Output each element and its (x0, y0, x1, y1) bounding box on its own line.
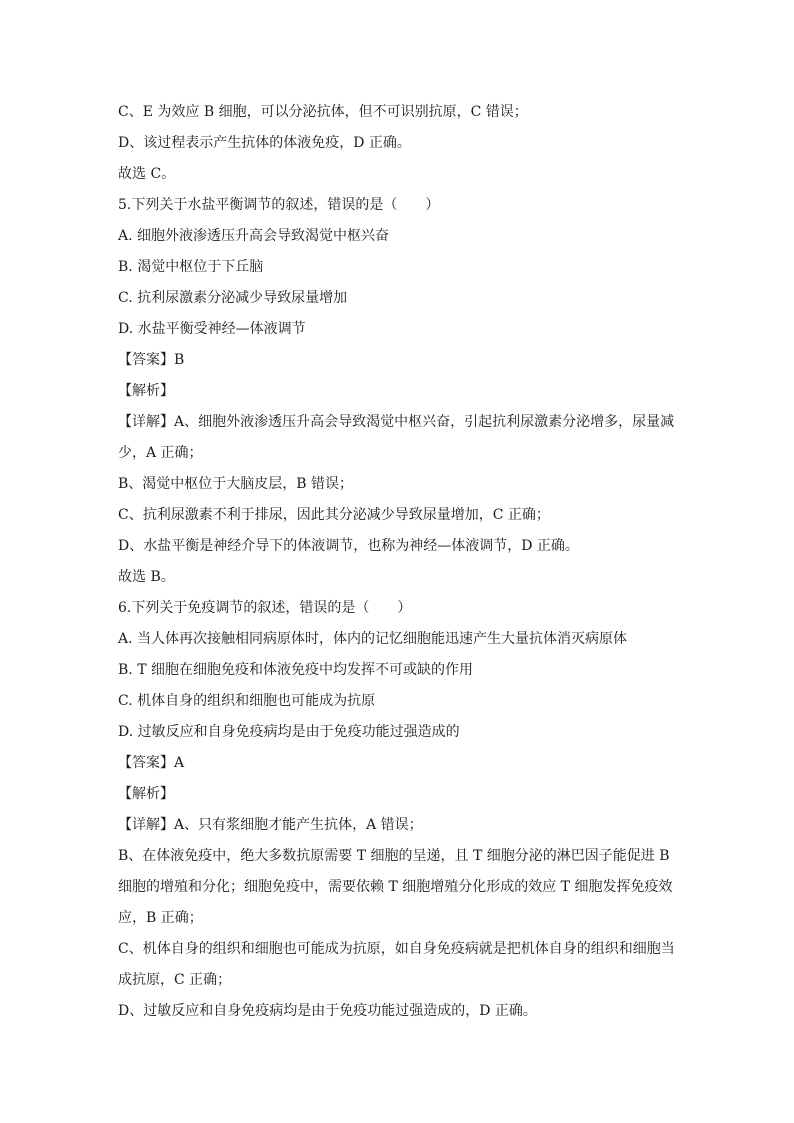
question-5-stem: 5.下列关于水盐平衡调节的叙述，错误的是（ ） (118, 197, 440, 213)
question-6-option-c: C. 机体自身的组织和细胞也可能成为抗原 (118, 693, 376, 709)
text-line: 细胞的增殖和分化；细胞免疫中，需要依赖 T 细胞增殖分化形成的效应 T 细胞发挥免疫效 (118, 879, 673, 895)
question-6-stem: 6.下列关于免疫调节的叙述，错误的是（ ） (118, 600, 412, 616)
text-line: C、机体自身的组织和细胞也可能成为抗原，如自身免疫病就是把机体自身的组织和细胞当 (118, 941, 675, 957)
answer-label: 【答案】A (118, 755, 185, 771)
answer-label: 【答案】B (118, 352, 185, 368)
question-6-option-a: A. 当人体再次接触相同病原体时，体内的记忆细胞能迅速产生大量抗体消灭病原体 (118, 631, 628, 647)
text-line: 故选 C。 (118, 166, 176, 182)
text-line: B、在体液免疫中，绝大多数抗原需要 T 细胞的呈递，且 T 细胞分泌的淋巴因子能促进 B (118, 848, 670, 864)
text-line: 故选 B。 (118, 569, 175, 585)
text-line: 少，A 正确； (118, 445, 203, 461)
text-line: B、渴觉中枢位于大脑皮层，B 错误； (118, 476, 354, 492)
question-6-option-b: B. T 细胞在细胞免疫和体液免疫中均发挥不可或缺的作用 (118, 662, 473, 678)
analysis-label: 【解析】 (118, 383, 174, 399)
text-line: 成抗原，C 正确； (118, 972, 232, 988)
text-line: 【详解】A、只有浆细胞才能产生抗体，A 错误； (118, 817, 423, 833)
text-line: D、该过程表示产生抗体的体液免疫，D 正确。 (118, 135, 411, 151)
question-5-option-c: C. 抗利尿激素分泌减少导致尿量增加 (118, 290, 348, 306)
text-line: 【详解】A、细胞外液渗透压升高会导致渴觉中枢兴奋，引起抗利尿激素分泌增多，尿量减 (118, 414, 675, 430)
text-line: C、E 为效应 B 细胞，可以分泌抗体，但不可识别抗原，C 错误； (118, 104, 528, 120)
question-6-option-d: D. 过敏反应和自身免疫病均是由于免疫功能过强造成的 (118, 724, 460, 740)
question-5-option-d: D. 水盐平衡受神经—体液调节 (118, 321, 306, 337)
text-line: C、抗利尿激素不利于排尿，因此其分泌减少导致尿量增加，C 正确； (118, 507, 550, 523)
analysis-label: 【解析】 (118, 786, 174, 802)
text-line: D、过敏反应和自身免疫病均是由于免疫功能过强造成的，D 正确。 (118, 1003, 537, 1019)
question-5-option-a: A. 细胞外液渗透压升高会导致渴觉中枢兴奋 (118, 228, 390, 244)
question-5-option-b: B. 渴觉中枢位于下丘脑 (118, 259, 264, 275)
text-line: 应，B 正确； (118, 910, 203, 926)
text-line: D、水盐平衡是神经介导下的体液调节，也称为神经—体液调节，D 正确。 (118, 538, 579, 554)
